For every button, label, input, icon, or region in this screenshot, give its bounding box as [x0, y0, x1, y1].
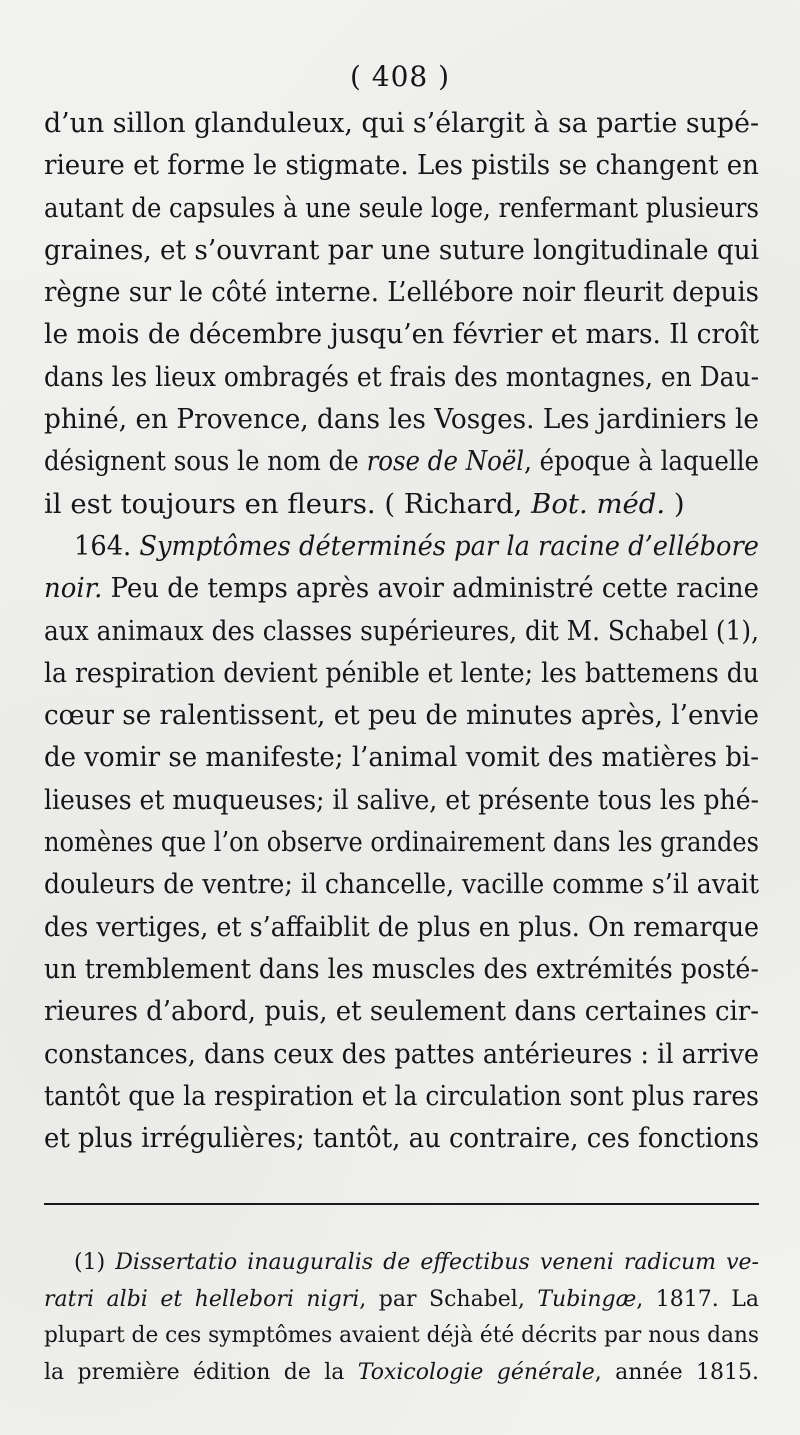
footnote-book-title: Toxicologie générale: [357, 1359, 595, 1385]
footnote-line: plupart de ces symptômes avaient déjà été décrits par nous dans: [44, 1323, 759, 1348]
text-segment: Peu de temps après avoir administré cette racine: [102, 572, 760, 605]
text-line: [44, 567, 760, 609]
text-line: règne sur le côté interne. L’ellébore noir fleurit depuis: [44, 276, 759, 309]
footnote-title: Dissertatio inauguralis de effectibus veneni radicum ve-: [115, 1250, 759, 1275]
main-text-block: [44, 102, 759, 1159]
text-line: la respiration devient pénible et lente; les battemens du: [44, 656, 759, 689]
text-segment: , par Schabel,: [359, 1286, 538, 1312]
text-segment: , époque à laquelle: [524, 445, 759, 478]
footnote-place: Tubingæ: [537, 1286, 637, 1312]
text-line: et plus irrégulières; tantôt, au contraire, ces fonctions: [44, 1122, 760, 1155]
footnote-title: ratri albi et hellebori nigri: [44, 1286, 360, 1312]
text-line: aux animaux des classes supérieures, dit M. Schabel (1),: [44, 614, 759, 647]
italic-term: rose de Noël: [366, 445, 525, 478]
text-line: rieure et forme le stigmate. Les pistils se changent en: [44, 149, 759, 182]
footnote-line: [44, 1355, 759, 1392]
text-segment: désignent sous le nom de: [44, 445, 367, 478]
text-line: constances, dans ceux des pattes antérieures : il arrive: [44, 1037, 759, 1070]
footnote-marker: (1): [74, 1250, 116, 1275]
text-segment: il est toujours en fleurs. ( Richard,: [44, 487, 532, 520]
text-line: rieures d’abord, puis, et seulement dans certaines cir-: [44, 995, 759, 1028]
text-segment: ): [665, 487, 685, 520]
text-segment: , année 1815.: [594, 1359, 759, 1385]
footnote-line: [44, 1245, 759, 1282]
text-line: le mois de décembre jusqu’en février et mars. Il croît: [44, 318, 760, 351]
section-heading-line: [46, 525, 760, 567]
page-number: ( 408 ): [349, 60, 451, 93]
text-line: lieuses et muqueuses; il salive, et présente tous les phé-: [44, 783, 760, 816]
section-number: 164.: [74, 529, 140, 562]
text-line: un tremblement dans les muscles des extrémités posté-: [44, 952, 759, 985]
text-line: [44, 440, 759, 482]
footnote-divider: [44, 1203, 759, 1205]
text-line: de vomir se manifeste; l’animal vomit des matières bi-: [44, 741, 759, 774]
footnote-block: [44, 1245, 759, 1391]
italic-reference: Bot. méd.: [531, 487, 666, 520]
text-line: phiné, en Provence, dans les Vosges. Les jardiniers le: [44, 403, 759, 436]
text-segment: , 1817. La: [636, 1286, 760, 1312]
text-line: graines, et s’ouvrant par une suture longitudinale qui: [44, 233, 760, 266]
text-segment: la première édition de la: [44, 1359, 358, 1385]
text-line: autant de capsules à une seule loge, renfermant plusieurs: [44, 191, 759, 224]
footnote-line: [44, 1282, 759, 1319]
text-line: des vertiges, et s’affaiblit de plus en plus. On remarque: [44, 910, 760, 943]
text-line: nomènes que l’on observe ordinairement dans les grandes: [44, 826, 759, 859]
text-line: [44, 483, 759, 525]
text-line: dans les lieux ombragés et frais des montagnes, en Dau-: [44, 360, 760, 393]
section-title: Symptômes déterminés par la racine d’ellébore: [139, 529, 760, 562]
text-line: tantôt que la respiration et la circulation sont plus rares: [44, 1079, 759, 1112]
text-line: d’un sillon glanduleux, qui s’élargit à sa partie supé-: [44, 107, 760, 139]
text-line: douleurs de ventre; il chancelle, vacille comme s’il avait: [44, 868, 760, 901]
section-title-end: noir.: [44, 572, 103, 605]
text-line: cœur se ralentissent, et peu de minutes après, l’envie: [44, 699, 759, 732]
